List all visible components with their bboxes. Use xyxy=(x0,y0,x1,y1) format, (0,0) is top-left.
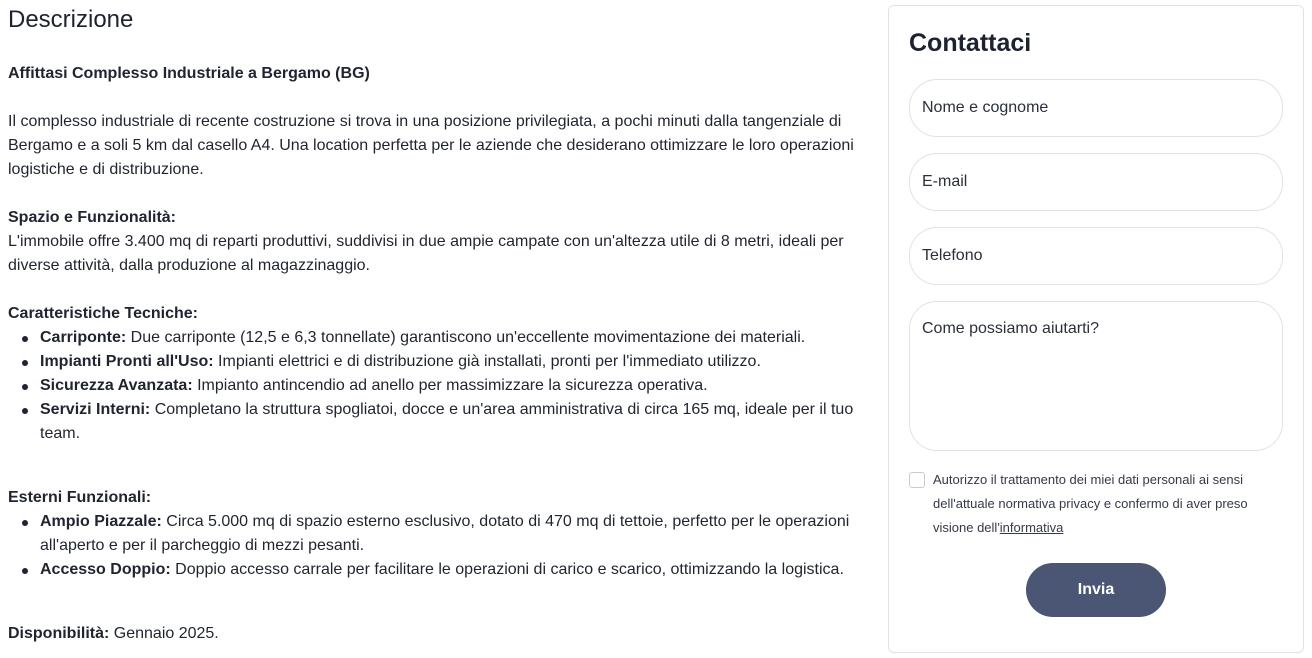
consent-body: Autorizzo il trattamento dei miei dati personali ai sensi dell'attuale normativa privacy e confermo di aver preso visione dell' xyxy=(933,472,1248,535)
list-item-text: Impianti elettrici e di distribuzione già installati, pronti per l'immediato utilizzo. xyxy=(213,353,761,370)
list-item-text: Circa 5.000 mq di spazio esterno esclusivo, dotato di 470 mq di tettoie, perfetto per le operazioni all'aperto e per il parcheggio di mezzi pesanti. xyxy=(40,513,850,554)
esterni-title: Esterni Funzionali: xyxy=(8,489,152,506)
list-item-label: Accesso Doppio: xyxy=(40,561,171,578)
submit-button[interactable]: Invia xyxy=(1026,563,1166,617)
list-item-text: Completano la struttura spogliatoi, docce e un'area amministrativa di circa 165 mq, ideale per il tuo team. xyxy=(40,401,854,442)
list-item-text: Doppio accesso carrale per facilitare le operazioni di carico e scarico, ottimizzando la logistica. xyxy=(170,561,844,578)
list-item-label: Ampio Piazzale: xyxy=(40,513,162,530)
list-item-text: Impianto antincendio ad anello per massimizzare la sicurezza operativa. xyxy=(192,377,708,394)
tecniche-title: Caratteristiche Tecniche: xyxy=(8,305,198,322)
email-input[interactable] xyxy=(909,153,1283,211)
list-item-label: Sicurezza Avanzata: xyxy=(40,377,193,394)
tecniche-list xyxy=(8,326,878,446)
message-textarea[interactable] xyxy=(909,301,1283,451)
list-item xyxy=(40,510,878,558)
intro-paragraph: Il complesso industriale di recente costruzione si trova in una posizione privilegiata, a pochi minuti dalla tangenziale di Bergamo e a soli 5 km dal casello A4. Una location perfetta per le aziende che desiderano ottimizzare le loro operazioni logistiche e di distribuzione. xyxy=(8,113,854,178)
consent-text xyxy=(933,468,1289,540)
list-item xyxy=(40,558,878,582)
property-subtitle: Affittasi Complesso Industriale a Bergamo (BG) xyxy=(8,65,370,82)
availability-line xyxy=(8,622,878,646)
list-item-label: Carriponte: xyxy=(40,329,127,346)
privacy-consent xyxy=(909,470,1289,540)
spazio-text: L'immobile offre 3.400 mq di reparti produttivi, suddivisi in due ampie campate con un'altezza utile di 8 metri, ideali per diverse attività, dalla produzione al magazzinaggio. xyxy=(8,233,844,274)
spazio-title: Spazio e Funzionalità: xyxy=(8,209,177,226)
availability-label: Disponibilità: xyxy=(8,625,110,642)
list-item-text: Due carriponte (12,5 e 6,3 tonnellate) garantiscono un'eccellente movimentazione dei materiali. xyxy=(126,329,806,346)
availability-value: Gennaio 2025. xyxy=(109,625,219,642)
informativa-link[interactable]: informativa xyxy=(999,520,1064,535)
list-item xyxy=(40,326,878,350)
description-section xyxy=(8,0,878,646)
phone-input[interactable] xyxy=(909,227,1283,285)
list-item xyxy=(40,398,878,446)
consent-checkbox[interactable] xyxy=(909,472,925,488)
list-item-label: Servizi Interni: xyxy=(40,401,151,418)
description-heading: Descrizione xyxy=(8,6,134,33)
list-item xyxy=(40,374,878,398)
list-item-label: Impianti Pronti all'Uso: xyxy=(40,353,214,370)
name-input[interactable] xyxy=(909,79,1283,137)
contact-title: Contattaci xyxy=(909,29,1032,57)
list-item xyxy=(40,350,878,374)
esterni-list xyxy=(8,510,878,582)
contact-card xyxy=(888,5,1304,653)
